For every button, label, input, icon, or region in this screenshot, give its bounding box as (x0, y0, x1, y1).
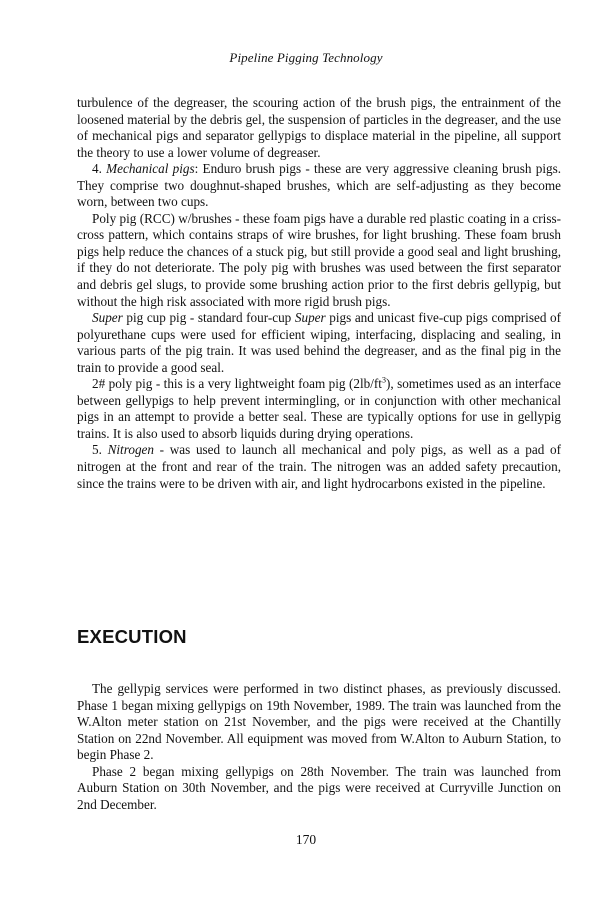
paragraph-mechanical-pigs (77, 161, 561, 211)
paragraph-super-pig (77, 310, 561, 376)
paragraph-poly-pig: Poly pig (RCC) w/brushes - these foam pigs have a durable red plastic coating in a criss-cross pattern, which contains straps of wire brushes, for light brushing. These foam brush pigs help reduce the chances of a stuck pig, but still provide a good seal and light brushing, if they do not deteriorate. The poly pig with brushes was used between the first separator and debris gel slugs, to provide some brushing action prior to the first debris gellypig, but without the high risk associated with more rigid brush pigs. (77, 210, 561, 309)
superscript: 3 (381, 375, 386, 385)
execution-text (77, 681, 561, 813)
paragraph-continuation: turbulence of the degreaser, the scouring action of the brush pigs, the entrainment of the loosened material by the debris gel, the suspension of particles in the degreaser, and the use of mechanical pigs and separator gellypigs to displace material in the pipeline, all support the theory to use a lower volume of degreaser. (77, 95, 561, 160)
list-number: 5. (92, 442, 108, 458)
running-header: Pipeline Pigging Technology (229, 50, 383, 65)
paragraph-phase-2: Phase 2 began mixing gellypigs on 28th November. The train was launched from Auburn Station on 30th November, and the pigs were received at Curryville Junction on 2nd December. (77, 763, 561, 812)
list-number: 4. (92, 161, 107, 177)
paragraph-text: ), sometimes used as an interface between gellypigs to help prevent intermingling, or in conjunction with other mechanical pigs in an attempt to provide a better seal. These are typically options for use in gellypig trains. It is also used to absorb liquids during drying operations. (77, 376, 561, 441)
paragraph-text: : Enduro brush pigs - these are very aggressive cleaning brush pigs. They comprise two doughnut-shaped brushes, which are self-adjusting as they become worn, between two cups. (77, 161, 562, 210)
paragraph-text: - was used to launch all mechanical and poly pigs, as well as a pad of nitrogen at the front and rear of the train. The nitrogen was an added safety precaution, since the trains were to be driven with air, and light hydrocarbons existed in the pipeline. (77, 442, 561, 491)
term-super: Super (294, 310, 326, 326)
term-super: Super (92, 310, 123, 326)
paragraph-2-poly-pig (77, 376, 561, 442)
paragraph-text: pig cup pig - standard four-cup (122, 310, 295, 326)
paragraph-phase-1: The gellypig services were performed in two distinct phases, as previously discussed. Phase 1 began mixing gellypigs on 19th November, 1989. The train was launched from the W.Alton meter station on 21st November, and the pigs were received at the Chantilly Station on 22nd November. All equipment was moved from W.Alton to Auburn Station, to begin Phase 2. (77, 681, 561, 763)
section-heading-execution: EXECUTION (77, 626, 187, 647)
page-number: 170 (295, 832, 317, 847)
paragraph-text: pigs and unicast five-cup pigs comprised of polyurethane cups were used for efficient wiping, interfacing, displacing and sealing, in various parts of the pig train. It was used behind the degreaser, and as the final pig in the train to provide a good seal. (77, 310, 562, 375)
term-nitrogen: Nitrogen (107, 442, 154, 458)
paragraph-text: 2# poly pig - this is a very lightweight foam pig (2lb/ft (92, 376, 382, 392)
term-mechanical-pigs: Mechanical pigs (106, 161, 195, 177)
body-text (77, 95, 561, 492)
paragraph-nitrogen (77, 442, 561, 492)
